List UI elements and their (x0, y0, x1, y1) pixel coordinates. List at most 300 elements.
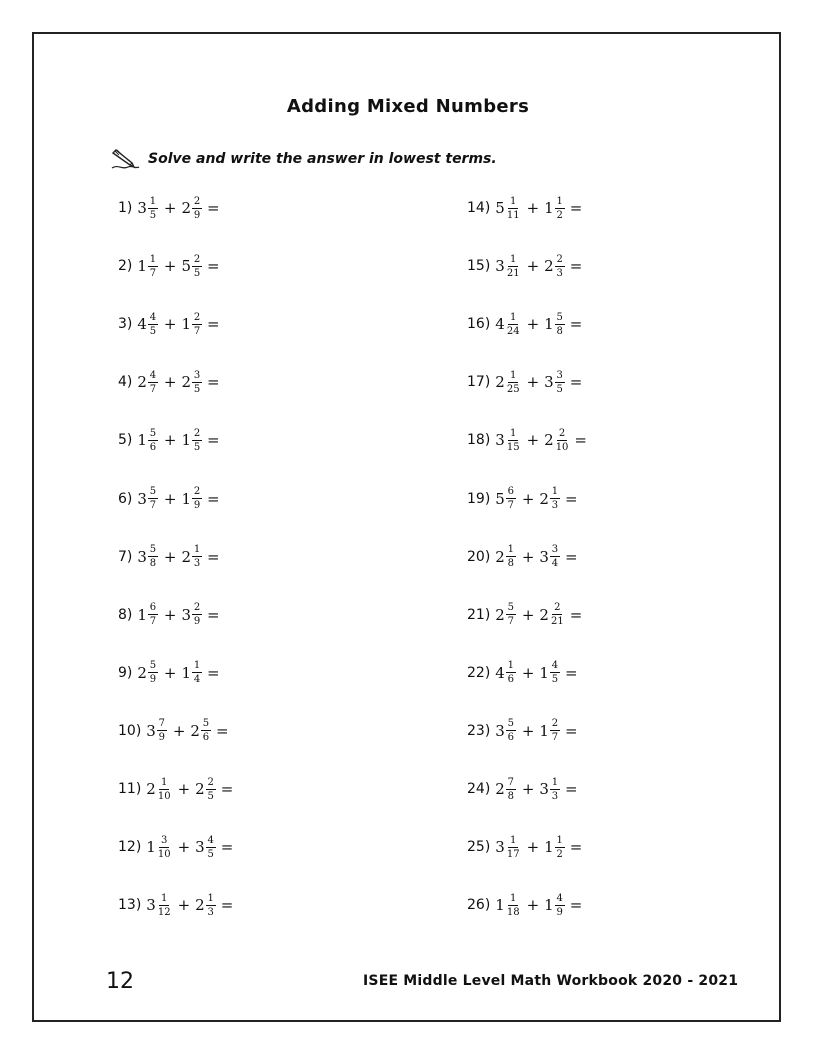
whole-number: 1 (181, 431, 192, 450)
page-title: Adding Mixed Numbers (286, 96, 530, 117)
fraction (157, 893, 172, 918)
problem-item (467, 420, 587, 460)
fraction (550, 486, 560, 511)
whole-number: 1 (137, 605, 147, 624)
denominator: 21 (550, 616, 564, 628)
fraction (506, 718, 516, 743)
problem-item (118, 653, 220, 693)
denominator: 3 (551, 500, 559, 511)
fraction (157, 835, 172, 860)
equals-sign: = (207, 373, 220, 392)
problem-number: 18) (467, 432, 491, 449)
whole-number: 3 (181, 605, 192, 624)
fraction (555, 835, 565, 860)
fraction (506, 254, 521, 279)
denominator: 2 (556, 848, 563, 860)
fraction (555, 196, 565, 221)
denominator: 9 (556, 906, 563, 918)
fraction (206, 777, 216, 802)
whole-number: 1 (137, 431, 147, 450)
plus-operator: + (163, 663, 177, 682)
denominator: 8 (507, 790, 515, 802)
problem-item (118, 188, 220, 228)
whole-number: 3 (495, 431, 505, 450)
plus-operator: + (526, 838, 540, 857)
fraction (506, 370, 521, 395)
denominator: 5 (207, 790, 214, 802)
problem-item (118, 362, 220, 402)
instruction-text: Solve and write the answer in lowest terms. (148, 151, 497, 167)
whole-number: 3 (137, 547, 147, 566)
whole-number: 2 (181, 547, 192, 566)
fraction (506, 777, 516, 802)
fraction (148, 312, 158, 337)
plus-operator: + (521, 721, 535, 740)
denominator: 8 (556, 325, 563, 337)
equals-sign: = (207, 431, 220, 450)
equals-sign: = (220, 838, 234, 857)
denominator: 5 (193, 267, 201, 279)
plus-operator: + (521, 547, 535, 566)
numerator: 1 (556, 834, 563, 846)
fraction (506, 660, 516, 685)
fraction (506, 893, 521, 918)
plus-operator: + (163, 605, 177, 624)
numerator: 5 (507, 718, 515, 730)
problem-number: 11) (118, 781, 142, 797)
denominator: 7 (149, 616, 157, 628)
equals-sign: = (564, 721, 578, 740)
fraction (550, 660, 560, 685)
denominator: 25 (506, 383, 520, 395)
numerator: 6 (507, 486, 515, 497)
denominator: 6 (507, 674, 515, 686)
equals-sign: = (569, 199, 583, 217)
denominator: 2 (556, 209, 563, 221)
plus-operator: + (177, 780, 191, 798)
equals-sign: = (564, 547, 578, 566)
numerator: 7 (507, 776, 515, 788)
numerator: 4 (149, 311, 157, 323)
equals-sign: = (207, 199, 220, 217)
numerator: 1 (556, 195, 563, 207)
problem-number: 1) (118, 200, 133, 216)
whole-number: 2 (495, 605, 505, 624)
equals-sign: = (207, 257, 220, 276)
plus-operator: + (526, 373, 540, 392)
problem-number: 15) (467, 258, 491, 275)
problem-number: 2) (118, 258, 133, 275)
equals-sign: = (569, 373, 583, 392)
numerator: 1 (510, 311, 517, 323)
plus-operator: + (177, 838, 191, 857)
denominator: 5 (193, 383, 201, 395)
numerator: 1 (193, 660, 201, 672)
whole-number: 5 (495, 199, 505, 217)
plus-operator: + (163, 431, 177, 450)
fraction (192, 486, 202, 511)
whole-number: 2 (495, 547, 505, 566)
problem-item (467, 304, 582, 344)
denominator: 3 (556, 267, 563, 279)
plus-operator: + (526, 257, 540, 276)
page-border (32, 32, 781, 1022)
fraction (201, 718, 211, 743)
numerator: 2 (193, 311, 201, 323)
denominator: 17 (506, 848, 520, 860)
numerator: 1 (193, 544, 201, 556)
denominator: 7 (149, 383, 157, 395)
equals-sign: = (220, 896, 234, 915)
problem-item (118, 537, 220, 577)
denominator: 3 (551, 790, 559, 802)
problem-number: 25) (467, 839, 491, 856)
fraction (157, 777, 172, 802)
problem-item (467, 885, 582, 925)
fraction (148, 370, 158, 395)
plus-operator: + (163, 547, 177, 566)
equals-sign: = (215, 721, 229, 740)
whole-number: 1 (539, 663, 549, 682)
numerator: 1 (149, 195, 157, 207)
whole-number: 2 (544, 257, 554, 276)
problem-number: 4) (118, 374, 133, 391)
footer-text: ISEE Middle Level Math Workbook 2020 - 2021 (363, 973, 739, 989)
whole-number: 1 (544, 838, 554, 857)
denominator: 4 (193, 674, 201, 686)
fraction (506, 544, 516, 569)
problem-item (118, 595, 220, 635)
whole-number: 5 (181, 257, 192, 276)
numerator: 2 (193, 253, 201, 265)
numerator: 1 (551, 486, 559, 497)
fraction (550, 718, 560, 743)
denominator: 10 (157, 848, 171, 860)
denominator: 10 (555, 441, 569, 453)
whole-number: 4 (495, 315, 505, 334)
numerator: 1 (161, 776, 168, 788)
whole-number: 3 (495, 721, 505, 740)
whole-number: 2 (137, 373, 147, 392)
denominator: 7 (507, 616, 515, 628)
denominator: 21 (506, 267, 520, 279)
whole-number: 3 (137, 489, 147, 508)
numerator: 1 (510, 369, 517, 381)
denominator: 9 (193, 209, 201, 221)
denominator: 5 (149, 325, 157, 337)
plus-operator: + (172, 721, 186, 740)
equals-sign: = (569, 605, 583, 624)
equals-sign: = (207, 489, 220, 508)
problem-item (467, 188, 582, 228)
problem-item (118, 885, 233, 925)
fraction (192, 370, 202, 395)
problem-number: 16) (467, 316, 491, 333)
denominator: 9 (149, 674, 157, 686)
fraction (148, 544, 158, 569)
numerator: 1 (510, 427, 517, 439)
problem-item (467, 595, 582, 635)
denominator: 5 (193, 441, 201, 453)
problem-item (118, 246, 220, 286)
numerator: 4 (207, 834, 214, 846)
numerator: 5 (556, 311, 563, 323)
numerator: 4 (551, 660, 559, 672)
equals-sign: = (207, 315, 220, 334)
fraction (148, 660, 158, 685)
problem-number: 6) (118, 490, 133, 507)
denominator: 6 (202, 732, 210, 744)
plus-operator: + (526, 896, 540, 915)
whole-number: 3 (146, 721, 156, 740)
problem-number: 24) (467, 781, 491, 797)
denominator: 9 (158, 732, 166, 744)
whole-number: 2 (195, 896, 205, 915)
whole-number: 3 (495, 838, 505, 857)
problem-number: 23) (467, 722, 491, 739)
whole-number: 1 (544, 896, 554, 915)
numerator: 1 (510, 834, 517, 846)
plus-operator: + (521, 605, 535, 624)
equals-sign: = (207, 663, 220, 682)
whole-number: 1 (181, 315, 192, 334)
fraction (506, 196, 521, 221)
whole-number: 2 (181, 373, 192, 392)
plus-operator: + (526, 315, 540, 334)
denominator: 7 (149, 267, 157, 279)
plus-operator: + (521, 489, 535, 508)
fraction (192, 602, 202, 627)
problem-number: 8) (118, 606, 133, 623)
plus-operator: + (521, 780, 535, 798)
problem-item (467, 769, 578, 809)
plus-operator: + (163, 315, 177, 334)
equals-sign: = (574, 431, 587, 450)
problem-item (467, 711, 578, 751)
problem-item (467, 362, 582, 402)
fraction (148, 486, 158, 511)
numerator: 7 (158, 718, 166, 730)
whole-number: 5 (495, 489, 505, 508)
fraction (506, 602, 516, 627)
numerator: 5 (202, 718, 210, 730)
equals-sign: = (564, 780, 578, 798)
denominator: 9 (193, 616, 201, 628)
numerator: 3 (551, 544, 559, 556)
numerator: 2 (556, 253, 563, 265)
whole-number: 3 (539, 547, 549, 566)
whole-number: 1 (544, 199, 554, 217)
whole-number: 2 (190, 721, 200, 740)
whole-number: 4 (495, 663, 505, 682)
problem-number: 10) (118, 722, 142, 739)
denominator: 11 (506, 209, 520, 221)
numerator: 5 (149, 427, 157, 439)
problem-item (118, 420, 220, 460)
whole-number: 1 (544, 315, 554, 334)
problem-item (467, 479, 578, 519)
denominator: 8 (507, 558, 515, 570)
whole-number: 2 (539, 489, 549, 508)
whole-number: 3 (544, 373, 554, 392)
fraction (192, 312, 202, 337)
denominator: 24 (506, 325, 520, 337)
denominator: 18 (506, 906, 520, 918)
whole-number: 2 (146, 780, 156, 798)
numerator: 5 (149, 544, 157, 556)
whole-number: 2 (495, 780, 505, 798)
numerator: 4 (149, 369, 157, 381)
denominator: 9 (193, 500, 201, 511)
whole-number: 3 (137, 199, 147, 217)
equals-sign: = (207, 547, 220, 566)
fraction (157, 718, 167, 743)
whole-number: 3 (146, 896, 156, 915)
denominator: 7 (193, 325, 201, 337)
equals-sign: = (207, 605, 220, 624)
plus-operator: + (177, 896, 191, 915)
numerator: 2 (558, 427, 566, 439)
fraction (506, 312, 521, 337)
numerator: 5 (507, 602, 515, 614)
numerator: 3 (161, 834, 168, 846)
numerator: 1 (510, 253, 517, 265)
problem-number: 22) (467, 664, 491, 681)
page-number: 12 (106, 969, 134, 994)
whole-number: 3 (495, 257, 505, 276)
denominator: 4 (551, 558, 559, 570)
numerator: 1 (510, 195, 517, 207)
problem-item (467, 537, 578, 577)
denominator: 10 (157, 790, 171, 802)
numerator: 2 (193, 486, 201, 497)
plus-operator: + (521, 663, 535, 682)
problem-item (467, 827, 582, 867)
denominator: 12 (157, 906, 171, 918)
denominator: 7 (149, 500, 157, 511)
problem-number: 5) (118, 432, 133, 449)
whole-number: 1 (146, 838, 156, 857)
numerator: 1 (507, 660, 515, 672)
problem-number: 3) (118, 316, 133, 333)
fraction (550, 777, 560, 802)
problem-number: 21) (467, 606, 491, 623)
numerator: 1 (507, 544, 515, 556)
fraction (206, 893, 216, 918)
whole-number: 2 (195, 780, 205, 798)
fraction (192, 544, 202, 569)
whole-number: 2 (539, 605, 549, 624)
fraction (192, 254, 202, 279)
equals-sign: = (569, 257, 583, 276)
fraction (555, 254, 565, 279)
numerator: 3 (556, 369, 563, 381)
numerator: 1 (149, 253, 157, 265)
problem-number: 26) (467, 897, 491, 914)
numerator: 1 (207, 892, 214, 904)
denominator: 7 (507, 500, 515, 511)
denominator: 3 (207, 906, 214, 918)
numerator: 2 (193, 602, 201, 614)
fraction (550, 602, 565, 627)
whole-number: 1 (181, 663, 192, 682)
fraction (192, 196, 202, 221)
fraction (148, 196, 158, 221)
fraction (506, 486, 516, 511)
numerator: 2 (554, 602, 561, 614)
fraction (555, 312, 565, 337)
equals-sign: = (564, 489, 578, 508)
instruction-row (110, 146, 497, 172)
fraction (148, 254, 158, 279)
fraction (555, 893, 565, 918)
numerator: 2 (551, 718, 559, 730)
denominator: 6 (149, 441, 157, 453)
numerator: 5 (149, 486, 157, 497)
whole-number: 1 (137, 257, 147, 276)
problem-item (118, 769, 233, 809)
fraction (550, 544, 560, 569)
plus-operator: + (526, 199, 540, 217)
numerator: 2 (193, 195, 201, 207)
denominator: 5 (207, 848, 214, 860)
problem-item (118, 479, 220, 519)
equals-sign: = (220, 780, 234, 798)
whole-number: 3 (539, 780, 549, 798)
problem-item (118, 304, 220, 344)
whole-number: 1 (495, 896, 505, 915)
problem-item (118, 711, 229, 751)
problem-number: 9) (118, 664, 133, 681)
denominator: 8 (149, 558, 157, 570)
problem-item (467, 246, 582, 286)
pencil-writing-icon (110, 147, 140, 171)
plus-operator: + (526, 431, 540, 450)
fraction (555, 370, 565, 395)
plus-operator: + (163, 373, 177, 392)
problem-number: 20) (467, 548, 491, 565)
fraction (555, 428, 570, 453)
equals-sign: = (564, 663, 578, 682)
fraction (506, 428, 521, 453)
numerator: 6 (149, 602, 157, 614)
numerator: 3 (193, 369, 201, 381)
whole-number: 2 (181, 199, 192, 217)
numerator: 1 (510, 892, 517, 904)
problem-item (467, 653, 578, 693)
problem-number: 7) (118, 548, 133, 565)
equals-sign: = (569, 838, 583, 857)
denominator: 6 (507, 732, 515, 744)
equals-sign: = (569, 896, 583, 915)
fraction (206, 835, 216, 860)
plus-operator: + (163, 199, 177, 217)
problem-number: 19) (467, 490, 491, 507)
numerator: 2 (207, 776, 214, 788)
denominator: 5 (551, 674, 559, 686)
numerator: 2 (193, 427, 201, 439)
whole-number: 2 (495, 373, 505, 392)
whole-number: 4 (137, 315, 147, 334)
fraction (148, 428, 158, 453)
denominator: 5 (556, 383, 563, 395)
whole-number: 3 (195, 838, 205, 857)
plus-operator: + (163, 489, 177, 508)
problem-number: 13) (118, 897, 142, 914)
numerator: 1 (161, 892, 168, 904)
problem-item (118, 827, 233, 867)
numerator: 1 (551, 776, 559, 788)
